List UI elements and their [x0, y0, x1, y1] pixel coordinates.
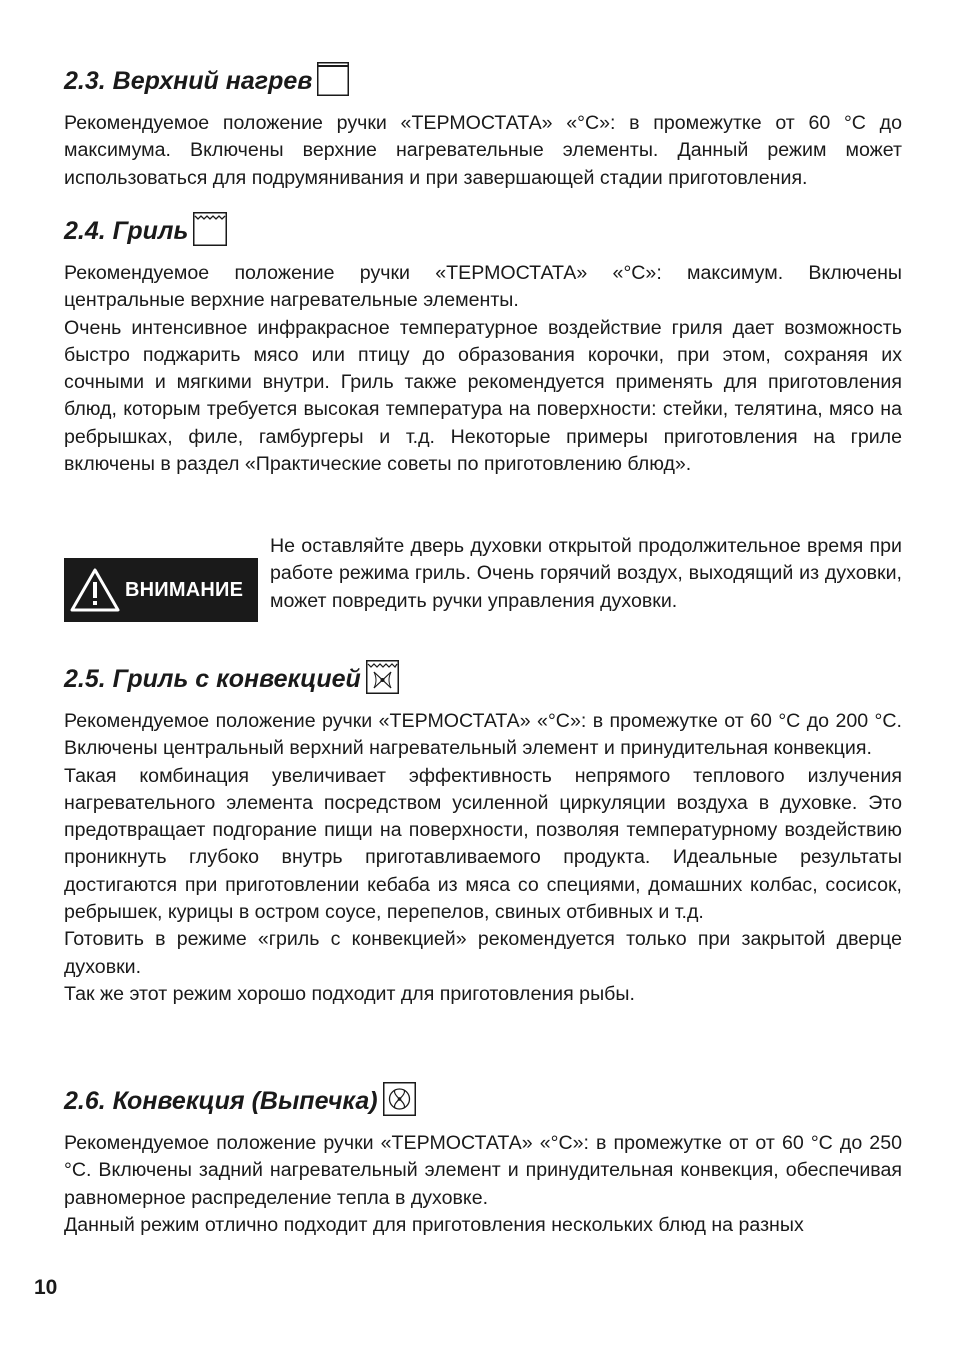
section-2-3 [64, 62, 902, 192]
grill-fan-icon [366, 660, 399, 694]
page-number: 10 [34, 1276, 58, 1299]
warning-text: Не оставляйте дверь духовки открытой продолжительное время при работе режима гриль. Очень горячий воздух, выходящий из духовки, может повредить ручки управления духовки. [270, 535, 902, 612]
section-2-5 [64, 660, 902, 1008]
warning-label: ВНИМАНИЕ [125, 578, 244, 601]
section-2-6-heading [64, 1082, 902, 1116]
section-2-4-heading [64, 212, 902, 246]
section-2-5-paragraph-3: Готовить в режиме «гриль с конвекцией» рекомендуется только при закрытой дверце духовки. [64, 928, 902, 978]
section-2-6-title: 2.6. Конвекция (Выпечка) [64, 1087, 378, 1115]
section-2-3-heading [64, 62, 902, 96]
section-2-4-paragraph-1: Рекомендуемое положение ручки «ТЕРМОСТАТА» «°C»: максимум. Включены центральные верхние нагревательные элементы. [64, 262, 902, 312]
warning-badge [64, 558, 258, 622]
section-2-5-paragraph-1: Рекомендуемое положение ручки «ТЕРМОСТАТА» «°C»: в промежутке от 60 °C до 200 °C. Включены центральный верхний нагревательный элемент и принудительная конвекция. [64, 710, 902, 760]
section-2-5-paragraph-4: Так же этот режим хорошо подходит для приготовления рыбы. [64, 982, 635, 1005]
section-2-6 [64, 1082, 902, 1239]
section-2-3-paragraph-1: Рекомендуемое положение ручки «ТЕРМОСТАТА» «°C»: в промежутке от 60 °C до максимума. Включены верхние нагревательные элементы. Данный режим может использоваться для подрумянивания и при завершающей стадии приготовления. [64, 112, 902, 189]
section-2-6-paragraph-1: Рекомендуемое положение ручки «ТЕРМОСТАТА» «°C»: в промежутке от от 60 °C до 250 °C. Включены задний нагревательный элемент и принудительная конвекция, обеспечивая равномерное распределение тепла в духовке. [64, 1132, 902, 1209]
section-2-5-title: 2.5. Гриль с конвекцией [64, 665, 361, 693]
section-2-5-paragraph-2: Такая комбинация увеличивает эффективность непрямого теплового излучения нагревательного элемента посредством усиленной циркуляции воздуха в духовке. Это предотвращает подгорание пищи на поверхности, позволяя температурному воздействию проникнуть глубоко внутрь приготавливаемого продукта. Идеальные результаты достигаются при приготовлении кебаба из мяса со специями, домашних колбас, сосисок, ребрышек, курицы в остром соусе, перепелов, свиных отбивных и т.д. [64, 764, 902, 924]
fan-icon [383, 1082, 416, 1116]
section-2-4-title: 2.4. Гриль [64, 217, 189, 245]
section-2-5-heading [64, 660, 902, 694]
top-heat-icon [317, 62, 349, 96]
section-2-4-paragraph-2: Очень интенсивное инфракрасное температурное воздействие гриля дает возможность быстро поджарить мясо или птицу до образования корочки, при этом, сохраняя их сочными и мягкими внутри. Гриль также рекомендуется применять для приготовления блюд, которым требуется высокая температура на поверхности: стейки, телятина, мясо на ребрышках, филе, гамбургеры и т.д. Некоторые примеры приготовления на гриле включены в раздел «Практические советы по приготовлению блюд». [64, 316, 902, 476]
warning-block [64, 533, 902, 643]
warning-triangle-icon [69, 567, 121, 613]
section-2-3-title: 2.3. Верхний нагрев [64, 67, 313, 95]
section-2-6-paragraph-2: Данный режим отлично подходит для приготовления нескольких блюд на разных [64, 1213, 804, 1236]
section-2-4 [64, 212, 902, 478]
grill-icon [193, 212, 227, 246]
